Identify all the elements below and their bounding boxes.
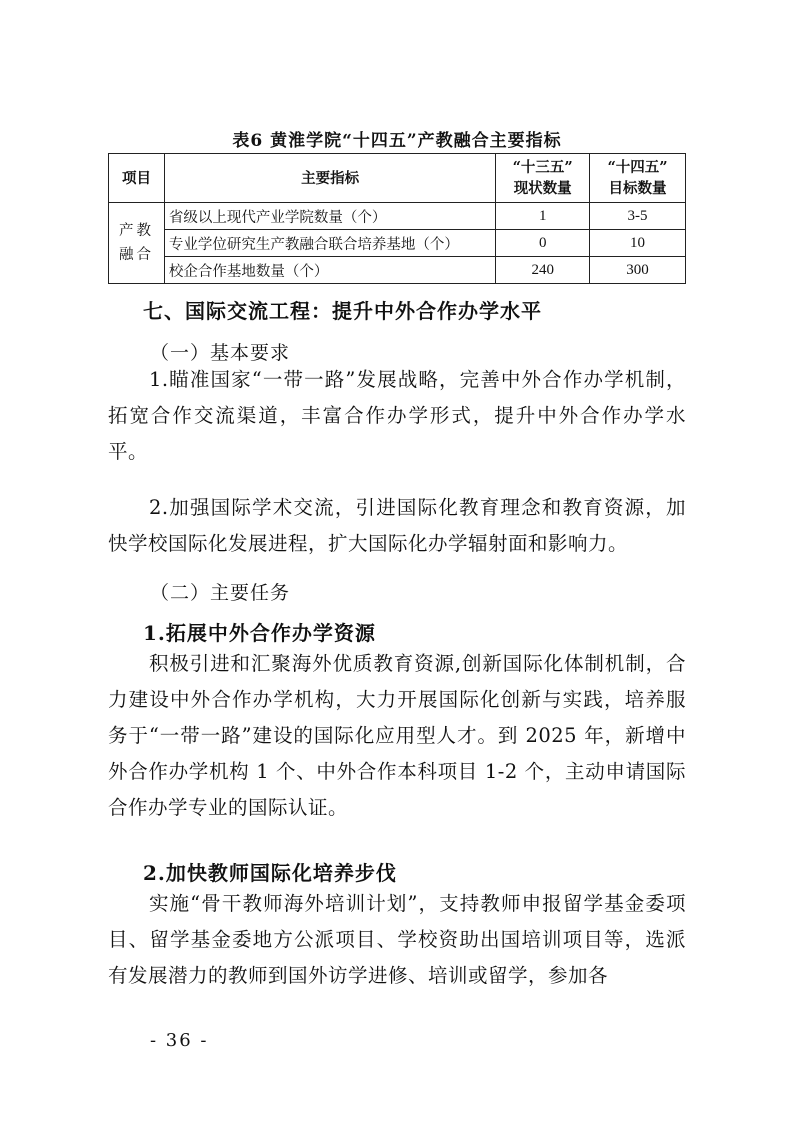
header-target-line1: “十四五” — [607, 159, 668, 176]
header-project: 项目 — [109, 154, 165, 203]
task-1-title: 1.拓展中外合作办学资源 — [143, 621, 376, 645]
target-cell: 3-5 — [590, 203, 686, 230]
current-cell: 0 — [496, 230, 590, 257]
metrics-table — [108, 153, 686, 284]
basic-requirements-heading: （一）基本要求 — [150, 342, 291, 364]
category-cell: 产教融合 — [109, 203, 165, 284]
table-row — [109, 230, 686, 257]
table-row — [109, 203, 686, 230]
header-target-line2: 目标数量 — [608, 180, 667, 197]
header-current-line2: 现状数量 — [513, 180, 572, 197]
table-header-row — [109, 154, 686, 203]
task-2-body: 实施“骨干教师海外培训计划”，支持教师申报留学基金委项目、留学基金委地方公派项目、学校资助出国培训项目等，选派有发展潜力的教师到国外访学进修、培训或留学，参加各 — [108, 892, 686, 987]
indicator-cell: 校企合作基地数量（个） — [164, 257, 495, 284]
table-caption: 表6 黄淮学院“十四五”产教融合主要指标 — [232, 131, 562, 151]
section-title: 七、国际交流工程：提升中外合作办学水平 — [143, 299, 542, 323]
table-row — [109, 257, 686, 284]
target-cell: 300 — [590, 257, 686, 284]
basic-requirement-2: 2.加强国际学术交流，引进国际化教育理念和教育资源，加快学校国际化发展进程，扩大国际化办学辐射面和影响力。 — [108, 496, 686, 555]
header-target — [590, 154, 686, 203]
page-number: - 36 - — [150, 1030, 209, 1051]
current-cell: 1 — [496, 203, 590, 230]
header-indicator: 主要指标 — [164, 154, 495, 203]
header-current — [496, 154, 590, 203]
task-2-title: 2.加快教师国际化培养步伐 — [143, 861, 397, 885]
target-cell: 10 — [590, 230, 686, 257]
task-1-body: 积极引进和汇聚海外优质教育资源,创新国际化体制机制，合力建设中外合作办学机构，大力开展国际化创新与实践，培养服务于“一带一路”建设的国际化应用型人才。到 2025 年，新增中外合作办学机构 1 个、中外合作本科项目 1-2 个，主动申请国际合作办学专业的国际认证。 — [108, 652, 686, 819]
basic-requirement-1: 1.瞄准国家“一带一路”发展战略，完善中外合作办学机制，拓宽合作交流渠道，丰富合作办学形式，提升中外合作办学水平。 — [108, 368, 686, 463]
indicator-cell: 省级以上现代产业学院数量（个） — [164, 203, 495, 230]
current-cell: 240 — [496, 257, 590, 284]
header-current-line1: “十三五” — [512, 159, 573, 176]
indicator-cell: 专业学位研究生产教融合联合培养基地（个） — [164, 230, 495, 257]
main-tasks-heading: （二）主要任务 — [150, 582, 291, 604]
